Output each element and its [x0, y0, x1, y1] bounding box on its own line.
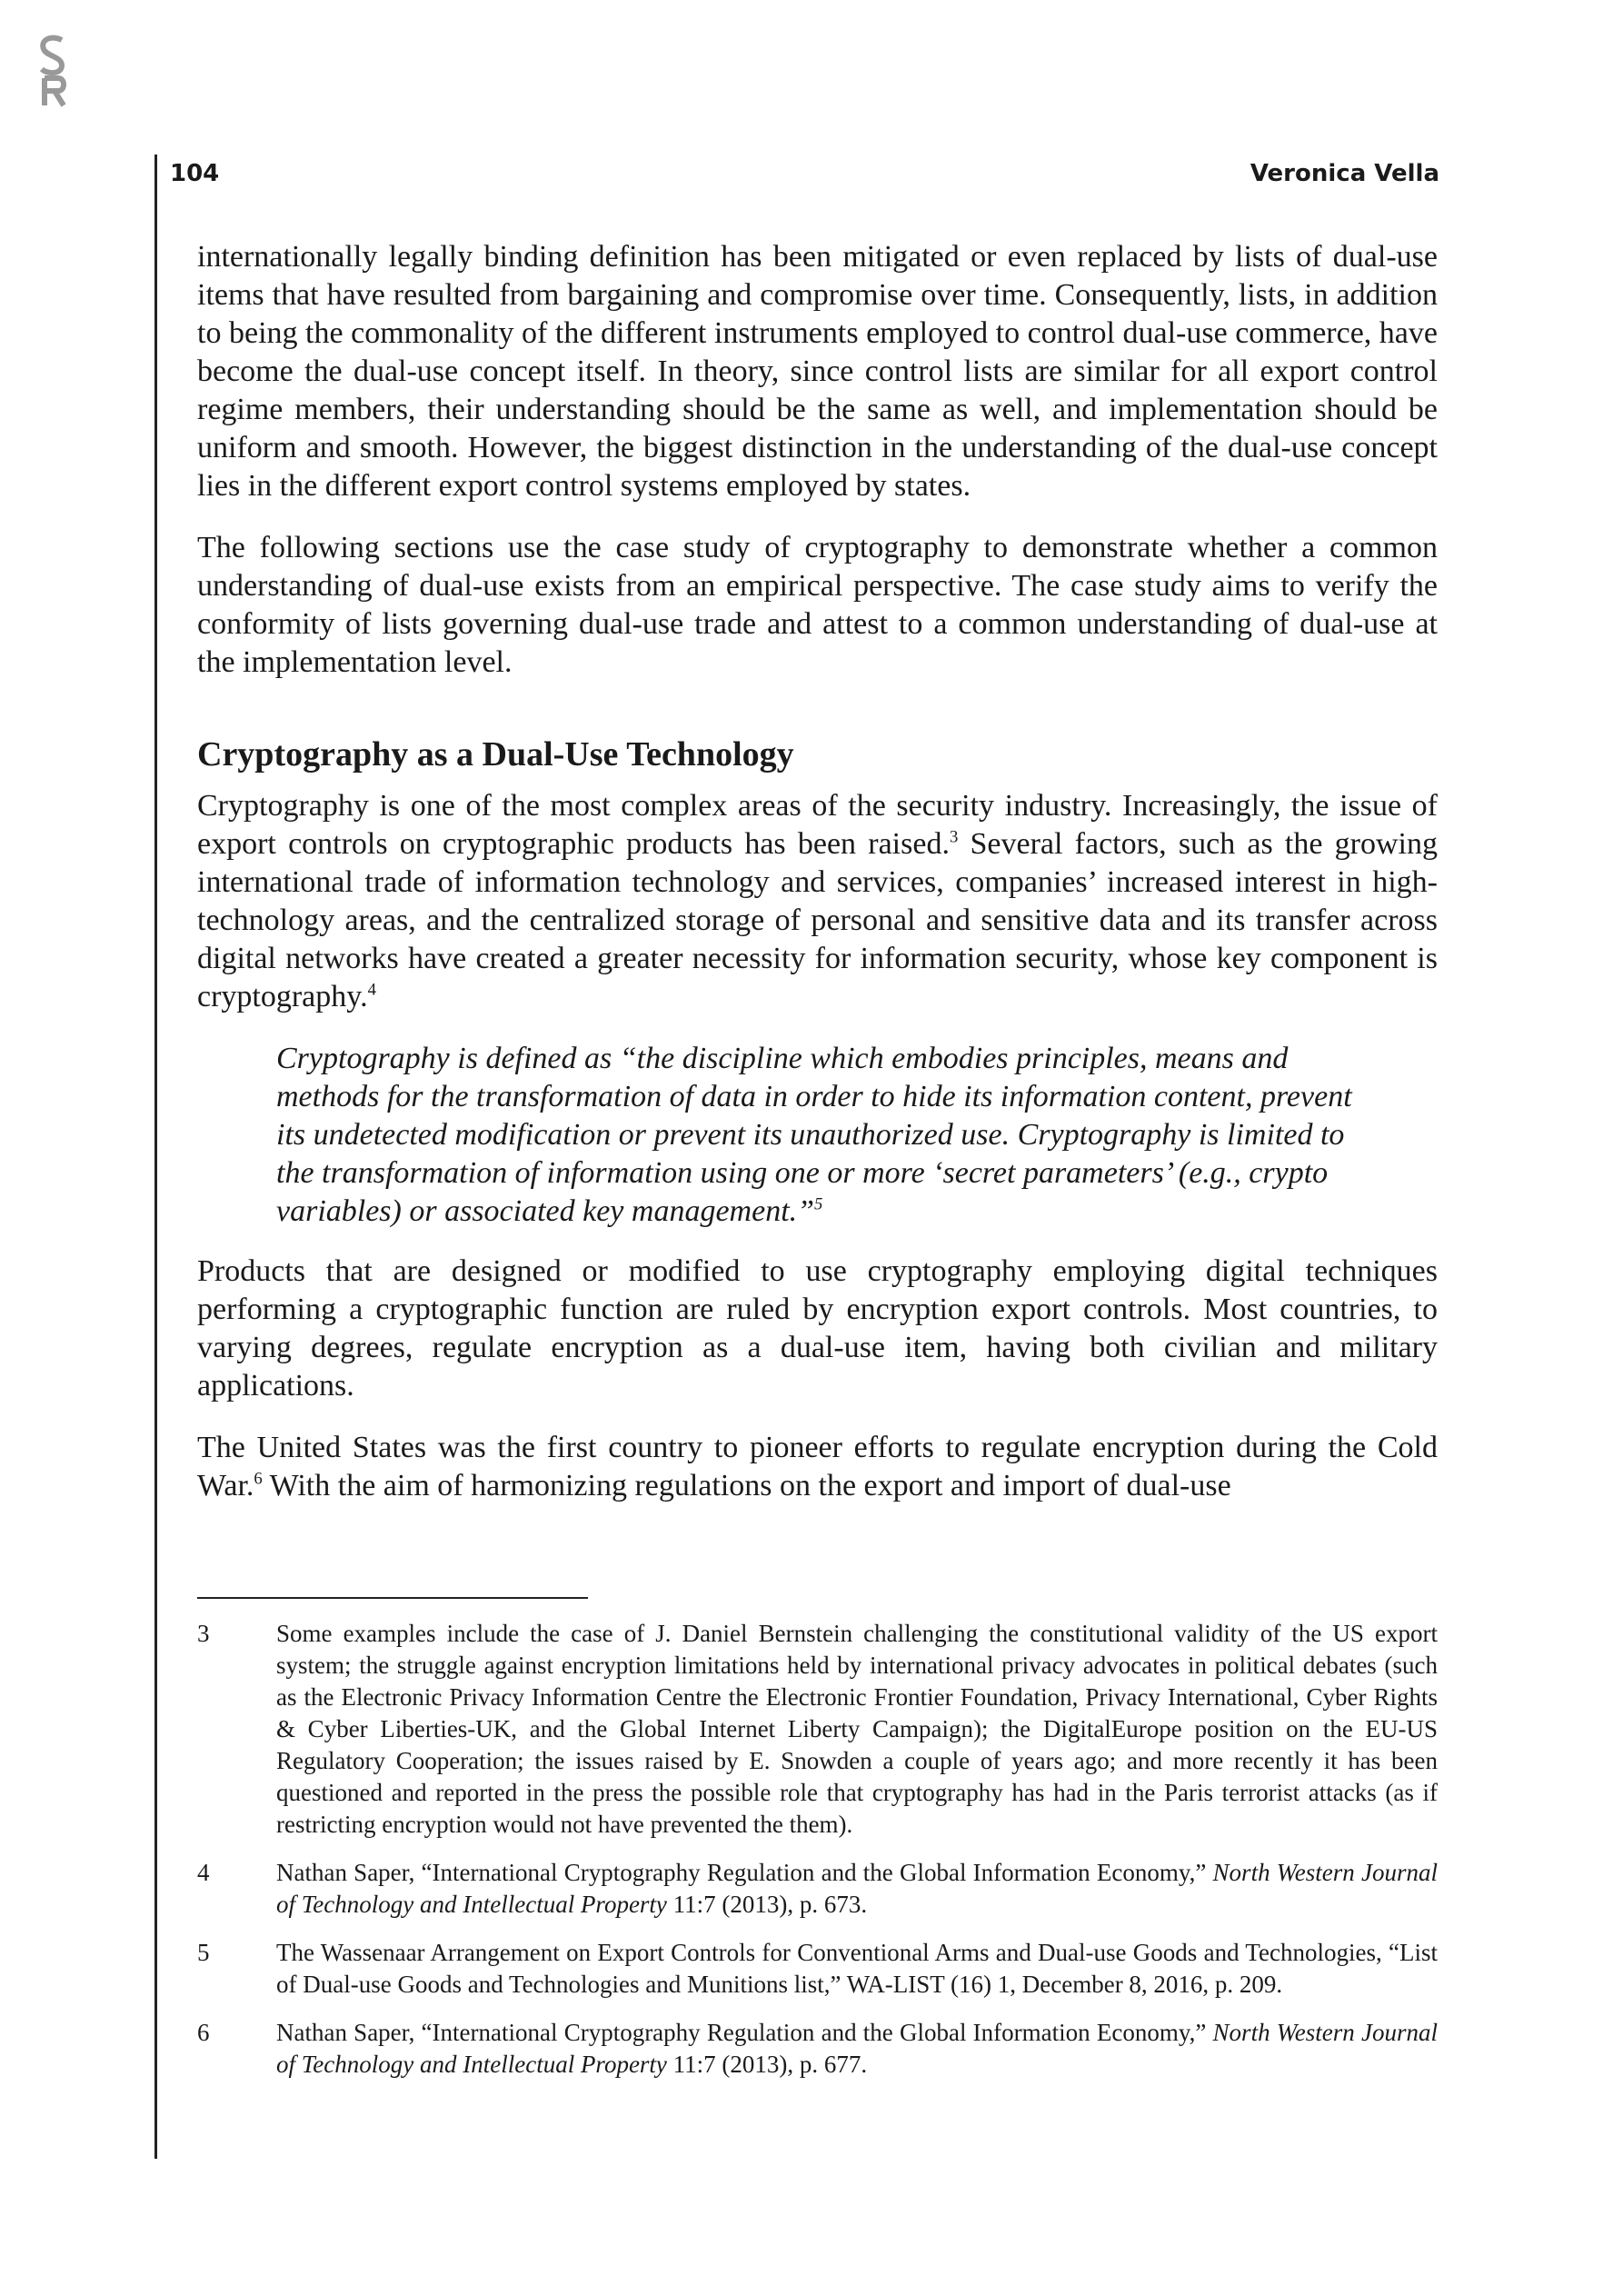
footnote-number: 5 — [197, 1939, 210, 1966]
footnote-ref: 4 — [367, 980, 376, 1000]
footnote-number: 4 — [197, 1859, 210, 1886]
footnote-ref: 5 — [814, 1194, 823, 1214]
paragraph: The United States was the first country to pioneer efforts to regulate encryption during the Cold War.$^6$ With the aim of harmonizing regulations on the export and import of dual-use — [197, 1431, 1438, 1502]
page-number: 104 — [170, 160, 220, 187]
footnote-text: The Wassenaar Arrangement on Export Controls for Conventional Arms and Dual-use Goods and Technologies, “List of Dual-use Goods and Technologies and Munitions list,” WA-LIST (16) 1, December 8, 2016, p. 209. — [276, 1939, 1438, 1998]
paragraph: internationally legally binding definition has been mitigated or even replaced by lists of dual-use items that have resulted from bargaining and compromise over time. Consequently, lists, in addition to being the commonality of the different instruments employed to control dual-use commerce, have become the dual-use concept itself. In theory, since control lists are similar for all export control regime members, their understanding should be the same as well, and implementation should be uniform and smooth. However, the biggest distinction in the understanding of the dual-use concept lies in the different export control systems employed by states. — [197, 240, 1438, 503]
footnote-text: Nathan Saper, “International Cryptography Regulation and the Global Information Economy,” North Western Journal of Technology and Intellectual Property 11:7 (2013), p. 677. — [276, 2019, 1438, 2078]
footnote-number: 6 — [197, 2019, 210, 2046]
paragraph: The following sections use the case study of cryptography to demonstrate whether a common understanding of dual-use exists from an empirical perspective. The case study aims to verify the conformity of lists governing dual-use trade and attest to a common understanding of dual-use at the implementation level. — [197, 531, 1438, 679]
footnote — [197, 1857, 1438, 1921]
block-quote: Cryptography is defined as “the discipline which embodies principles, means and methods for the transformation of data in order to hide its information content, prevent its undetected modification or prevent its unauthorized use. Cryptography is limited to the transformation of information using one or more ‘secret parameters’ (e.g., crypto variables) or associated key management.”$^5$ — [276, 1042, 1352, 1228]
footnote-separator — [197, 1597, 588, 1599]
paragraph: Cryptography is one of the most complex areas of the security industry. Increasingly, the issue of export controls on cryptographic products has been raised.$^3$ Several factors, such as the growing international trade of information technology and services, companies’ increased interest in high-technology areas, and the centralized storage of personal and sensitive data and its transfer across digital networks have created a greater necessity for information security, whose key component is cryptography.$^4$ — [197, 789, 1439, 1013]
footnote-ref: 3 — [949, 827, 959, 847]
paragraph: Products that are designed or modified to use cryptography employing digital techniques performing a cryptographic function are ruled by encryption export controls. Most countries, to varying degrees, regulate encryption as a dual-use item, having both civilian and military applications. — [197, 1254, 1438, 1403]
margin-rule — [154, 155, 157, 2159]
running-head-author: Veronica Vella — [1250, 160, 1439, 187]
footnote-number: 3 — [197, 1620, 210, 1647]
footnote-text: Nathan Saper, “International Cryptography Regulation and the Global Information Economy,” North Western Journal of Technology and Intellectual Property 11:7 (2013), p. 673. — [276, 1859, 1438, 1918]
main-text — [197, 238, 1438, 1529]
section-heading: Cryptography as a Dual-Use Technology — [197, 735, 794, 774]
footnote-ref: 6 — [254, 1469, 263, 1489]
footnote-text: Some examples include the case of J. Daniel Bernstein challenging the constitutional validity of the US export system; the struggle against encryption limitations held by international privacy advocates in political debates (such as the Electronic Privacy Information Centre the Electronic Frontier Foundation, Privacy International, Cyber Rights & Cyber Liberties-UK, and the Global Internet Liberty Campaign); the DigitalEurope position on the EU-US Regulatory Cooperation; the issues raised by E. Snowden a couple of years ago; and more recently it has been questioned and reported in the press the possible role that cryptography has had in the Paris terrorist attacks (as if restricting encryption would not have prevented the them). — [276, 1620, 1438, 1838]
footnotes — [197, 1618, 1438, 2097]
journal-logo — [35, 35, 71, 109]
footnote — [197, 2017, 1438, 2081]
footnote — [197, 1618, 1438, 1841]
footnote — [197, 1937, 1438, 2001]
